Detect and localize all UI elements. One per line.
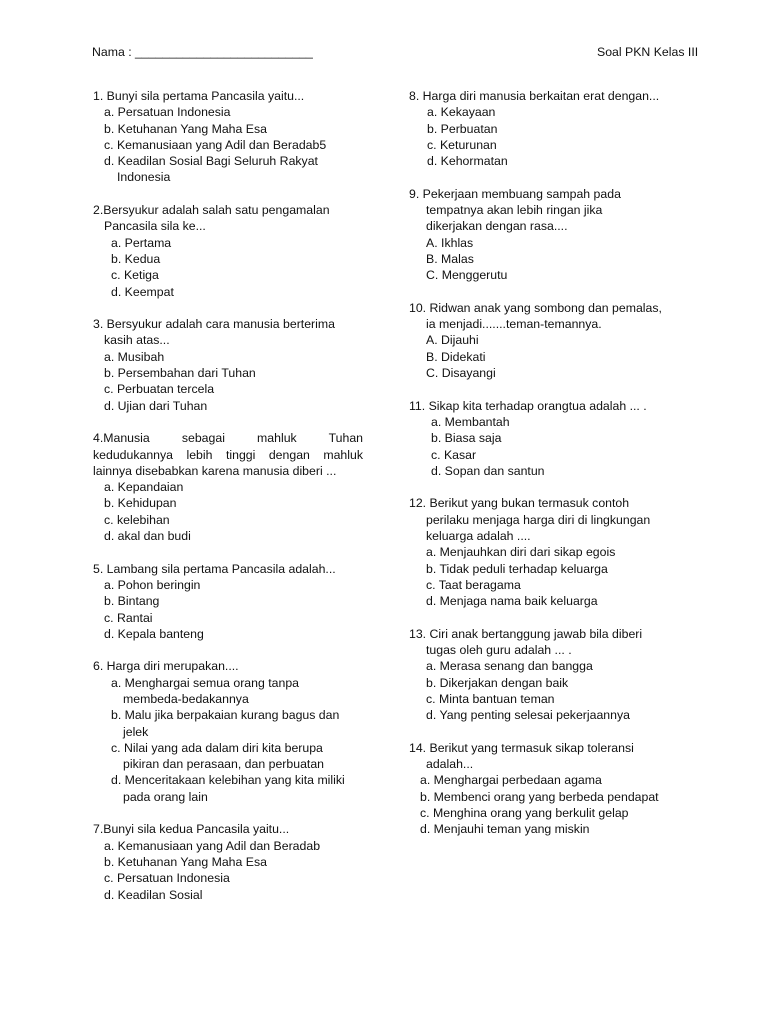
option-d: d. Keadilan Sosial [104,887,203,902]
question-1 [93,88,363,186]
option-b: b. Persembahan dari Tuhan [104,366,256,381]
question-stem-continuation: ia menjadi.......teman-temannya. [426,317,602,332]
option-a: a. Persatuan Indonesia [104,105,231,120]
question-stem-continuation: keluarga adalah .... [426,529,531,544]
option-c: c. Minta bantuan teman [426,691,555,706]
option-b: B. Didekati [426,349,486,364]
option-d: d. Keempat [111,284,174,299]
question-stem: 7.Bunyi sila kedua Pancasila yaitu... [93,822,290,837]
question-stem: 13. Ciri anak bertanggung jawab bila diberi [409,626,643,641]
question-stem-continuation: lainnya disebabkan karena manusia diberi ... [93,463,337,478]
option-a: a. Menghargai perbedaan agama [420,773,602,788]
option-b: B. Malas [426,251,474,266]
option-b: b. Membenci orang yang berbeda pendapat [420,789,659,804]
question-stem-continuation: Pancasila sila ke... [104,219,206,234]
option-b: b. Bintang [104,594,160,609]
option-c: c. Nilai yang ada dalam diri kita berupa [111,740,323,755]
option-a: A. Dijauhi [426,333,479,348]
question-8 [409,88,689,169]
question-stem-continuation: tugas oleh guru adalah ... . [426,643,572,658]
question-stem: 1. Bunyi sila pertama Pancasila yaitu... [93,89,305,103]
option-c: c. Kasar [431,447,477,462]
option-d-continuation: Indonesia [117,170,171,185]
option-d: d. Kehormatan [427,154,508,169]
option-a: a. Menghargai semua orang tanpa [111,675,299,690]
option-d: d. Ujian dari Tuhan [104,398,208,413]
option-c: c. kelebihan [104,512,170,527]
option-a: a. Menjauhkan diri dari sikap egois [426,545,616,560]
question-10 [409,300,689,381]
question-2 [93,202,363,300]
question-14 [409,740,689,838]
option-d: d. Sopan dan santun [431,463,545,478]
option-d: d. Kepala banteng [104,626,204,641]
question-6 [93,658,363,805]
option-b: b. Tidak peduli terhadap keluarga [426,561,608,576]
option-c-continuation: pikiran dan perasaan, dan perbuatan [123,757,325,772]
question-stem-continuation: adalah... [426,757,474,772]
right-column [409,88,689,854]
question-4 [93,430,363,544]
question-13 [409,626,689,724]
option-d: d. Keadilan Sosial Bagi Seluruh Rakyat [104,154,318,169]
nama-field-label: Nama : __________________________ [92,45,313,59]
option-c: c. Taat beragama [426,577,521,592]
option-d-continuation: pada orang lain [123,789,208,804]
option-c: c. Persatuan Indonesia [104,871,230,886]
question-stem-continuation: perilaku menjaga harga diri di lingkungan [426,512,651,527]
option-d: d. Menjauhi teman yang miskin [420,822,590,837]
option-c: c. Kemanusiaan yang Adil dan Beradab5 [104,137,327,152]
option-a: a. Kepandaian [104,480,184,495]
question-5 [93,561,363,642]
question-stem: 9. Pekerjaan membuang sampah pada [409,186,621,201]
option-a-continuation: membeda-bedakannya [123,691,249,706]
option-d: d. Menjaga nama baik keluarga [426,594,598,609]
question-stem: 5. Lambang sila pertama Pancasila adalah... [93,561,336,576]
option-b: b. Ketuhanan Yang Maha Esa [104,121,267,136]
option-c: C. Disayangi [426,366,496,381]
option-b: b. Kehidupan [104,496,177,511]
document-title: Soal PKN Kelas III [597,45,699,59]
option-d: d. Yang penting selesai pekerjaannya [426,708,630,723]
option-a: a. Membantah [431,414,510,429]
question-stem-continuation: tempatnya akan lebih ringan jika [426,203,603,218]
question-stem: 4.Manusia sebagai mahluk Tuhan [93,431,363,446]
option-a: a. Musibah [104,349,165,364]
option-c: C. Menggerutu [426,268,508,283]
option-b: b. Kedua [111,251,161,266]
option-c: c. Rantai [104,610,153,625]
option-c: c. Perbuatan tercela [104,382,215,397]
option-d: d. akal dan budi [104,529,191,544]
question-stem: 11. Sikap kita terhadap orangtua adalah ... . [409,398,647,413]
option-c: c. Keturunan [427,137,497,152]
option-b: b. Ketuhanan Yang Maha Esa [104,854,267,869]
option-b-continuation: jelek [123,724,149,739]
question-11 [409,398,689,479]
option-a: a. Kekayaan [427,105,496,120]
question-stem: 10. Ridwan anak yang sombong dan pemalas, [409,300,662,315]
question-stem: 3. Bersyukur adalah cara manusia berterima [93,317,335,332]
left-column [93,88,363,919]
option-b: b. Dikerjakan dengan baik [426,675,569,690]
question-stem: 12. Berikut yang bukan termasuk contoh [409,496,630,511]
question-stem: 14. Berikut yang termasuk sikap toleransi [409,740,634,755]
option-b: b. Biasa saja [431,431,502,446]
question-stem: 6. Harga diri merupakan.... [93,659,239,674]
option-c: c. Ketiga [111,268,159,283]
option-b: b. Malu jika berpakaian kurang bagus dan [111,708,340,723]
question-7 [93,821,363,902]
option-a: a. Pertama [111,235,172,250]
option-a: a. Pohon beringin [104,577,201,592]
question-9 [409,186,689,284]
option-b: b. Perbuatan [427,121,498,136]
question-12 [409,495,689,609]
question-3 [93,316,363,414]
option-a: a. Kemanusiaan yang Adil dan Beradab [104,838,321,853]
option-a: a. Merasa senang dan bangga [426,659,593,674]
question-stem: 2.Bersyukur adalah salah satu pengamalan [93,203,330,218]
question-stem-continuation: kedudukannya lebih tinggi dengan mahluk [93,447,363,462]
option-c: c. Menghina orang yang berkulit gelap [420,806,629,821]
option-a: A. Ikhlas [426,235,474,250]
question-stem: 8. Harga diri manusia berkaitan erat dengan... [409,89,660,103]
option-d: d. Menceritakaan kelebihan yang kita miliki [111,773,345,788]
question-stem-continuation: kasih atas... [104,333,170,348]
question-stem-continuation: dikerjakan dengan rasa.... [426,219,568,234]
